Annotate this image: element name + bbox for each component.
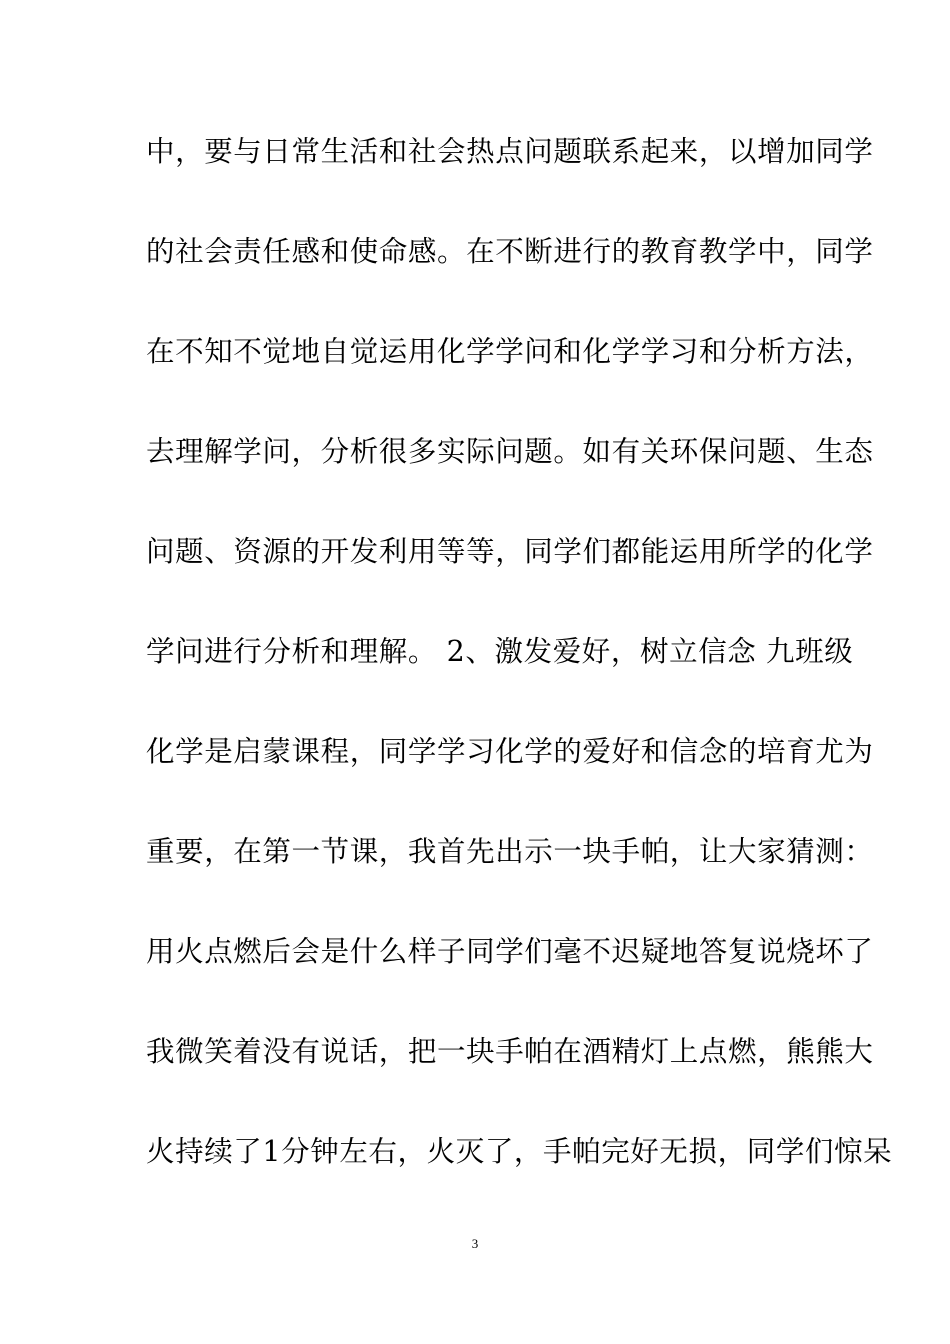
text-line: 重要，在第一节课，我首先出示一块手帕，让大家猜测： [146,835,874,868]
text-line: 我微笑着没有说话，把一块手帕在酒精灯上点燃，熊熊大 [146,1035,874,1068]
text-line: 中，要与日常生活和社会热点问题联系起来，以增加同学 [146,135,874,168]
body-text [146,124,893,1224]
text-line: 学问进行分析和理解。 2、激发爱好，树立信念 九班级 [146,635,854,668]
text-line: 化学是启蒙课程，同学学习化学的爱好和信念的培育尤为 [146,735,874,768]
text-line: 去理解学问，分析很多实际问题。如有关环保问题、生态 [146,435,874,468]
text-line: 火持续了1分钟左右，火灭了，手帕完好无损，同学们惊呆 [146,1135,893,1168]
text-line: 用火点燃后会是什么样子同学们毫不迟疑地答复说烧坏了 [146,935,874,968]
text-line: 在不知不觉地自觉运用化学学问和化学学习和分析方法， [146,335,874,368]
text-line: 的社会责任感和使命感。在不断进行的教育教学中，同学 [146,235,874,268]
page-number: 3 [471,1236,479,1251]
text-line: 问题、资源的开发利用等等，同学们都能运用所学的化学 [146,535,874,568]
